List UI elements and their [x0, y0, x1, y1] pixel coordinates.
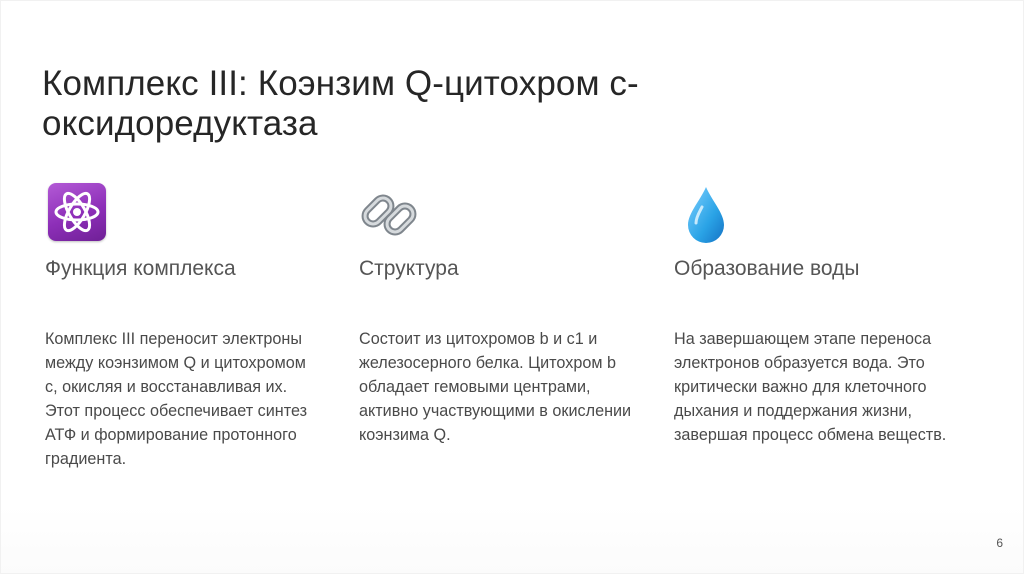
water-drop-icon — [674, 183, 738, 247]
page-number: 6 — [996, 536, 1003, 550]
atom-icon — [45, 183, 109, 247]
function-column — [45, 183, 345, 468]
function-heading: Функция комплекса — [45, 257, 236, 280]
chain-link-icon — [359, 183, 423, 247]
structure-text: Состоит из цитохромов b и c1 и железосерного белка. Цитохром b обладает гемовыми центрами, активно участвующими в окислении коэнзима Q. — [359, 330, 632, 444]
water-heading: Образование воды — [674, 257, 860, 280]
water-column — [674, 183, 974, 444]
structure-column — [359, 183, 659, 444]
slide-title: Комплекс III: Коэнзим Q-цитохром с-оксидоредуктаза — [42, 64, 639, 143]
structure-heading: Структура — [359, 257, 459, 280]
water-text: На завершающем этапе переноса электронов образуется вода. Это критически важно для клеточного дыхания и поддержания жизни, завершая процесс обмена веществ. — [674, 330, 947, 444]
function-text: Комплекс III переносит электроны между коэнзимом Q и цитохромом с, окисляя и восстанавливая их. Этот процесс обеспечивает синтез АТФ и формирование протонного градиента. — [45, 330, 308, 468]
